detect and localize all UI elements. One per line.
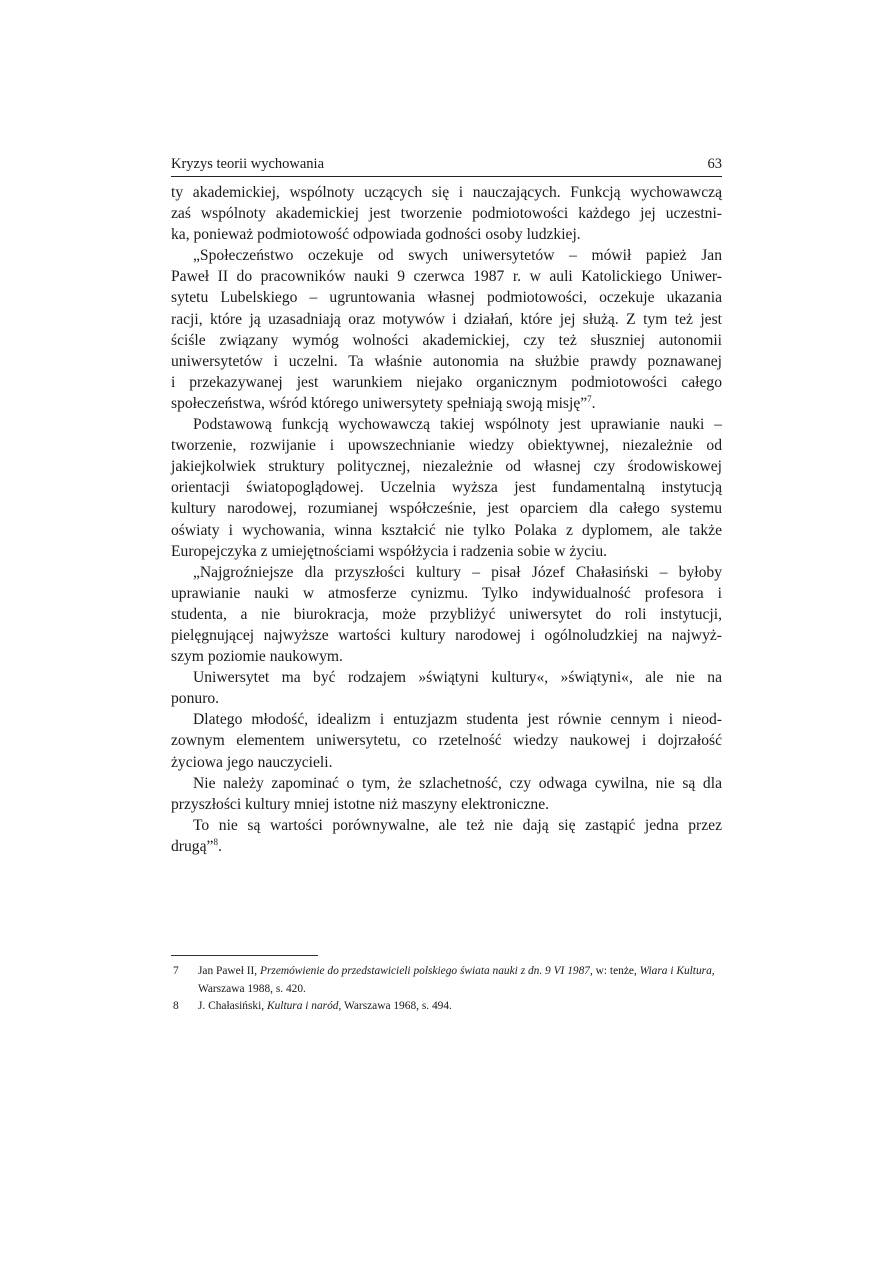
- line-text: ponuro.: [171, 690, 220, 708]
- text-line: [171, 836, 722, 857]
- text-line: [171, 182, 722, 203]
- line-text: szym poziomie naukowym.: [171, 648, 343, 666]
- text-line: [171, 688, 722, 709]
- line-text: racji, które ją uzasadniają oraz motywów i działań, które jej służą. Z tym też jest: [171, 310, 722, 328]
- line-text: ka, ponieważ podmiotowość odpowiada godności osoby ludzkiej.: [171, 226, 581, 244]
- running-title: Kryzys teorii wychowania: [171, 156, 325, 172]
- footnote-reference: 8: [213, 836, 218, 847]
- line-text: jakiejkolwiek struktury politycznej, niezależnie od własnej czy środowiskowej: [171, 458, 722, 476]
- text-line: [171, 266, 722, 287]
- line-text: „Społeczeństwo oczekuje od swych uniwersytetów – mówił papież Jan: [193, 247, 722, 265]
- line-text: Paweł II do pracowników nauki 9 czerwca 1987 r. w auli Katolickiego Uniwer-: [171, 268, 722, 286]
- footnote-number: 7: [173, 965, 179, 977]
- line-text: drugą”: [171, 837, 214, 855]
- text-line: [171, 203, 722, 224]
- punctuation: .: [217, 837, 222, 855]
- text-line: [171, 435, 722, 456]
- text-line: [171, 224, 722, 245]
- line-text: przyszłości kultury mniej istotne niż maszyny elektroniczne.: [171, 795, 550, 813]
- line-text: „Najgroźniejsze dla przyszłości kultury – pisał Józef Chałasiński – byłoby: [193, 563, 722, 581]
- line-text: Dlatego młodość, idealizm i entuzjazm studenta jest równie cennym i nieod-: [193, 711, 722, 729]
- text-line: [171, 773, 722, 794]
- text-line: [171, 583, 722, 604]
- footnote-7: [171, 963, 722, 998]
- line-text: uniwersytetów i uczelni. Ta właśnie autonomia na służbie prawdy poznawanej: [171, 352, 722, 370]
- line-text: tworzenie, rozwijanie i upowszechnianie wiedzy obiektywnej, niezależnie od: [171, 437, 722, 455]
- text-line: [171, 287, 722, 308]
- line-text: Podstawową funkcją wychowawczą takiej wspólnoty jest uprawianie nauki –: [193, 416, 722, 434]
- footnotes: [171, 963, 722, 1016]
- footnote-title: Kultura i naród: [266, 1000, 339, 1012]
- line-text: Europejczyka z umiejętnościami współżycia i radzenia sobie w życiu.: [171, 542, 608, 560]
- text-line: [171, 752, 722, 773]
- text-line: [171, 562, 722, 583]
- text-line: [171, 520, 722, 541]
- footnote-author: Jan Paweł II,: [198, 965, 260, 977]
- line-text: i przekazywanej jest warunkiem niejako organicznym podmiotowości całego: [171, 373, 722, 391]
- line-text: kultury narodowej, rozumianej współcześnie, jest oparciem dla całego systemu: [171, 500, 722, 518]
- line-text: zownym elementem uniwersytetu, co rzetelność wiedzy naukowej i dojrzałość: [171, 732, 722, 750]
- text-line: [171, 541, 722, 562]
- text-line: [171, 372, 722, 393]
- footnote-title: Wiara i Kultura: [639, 965, 712, 977]
- text-line: [171, 646, 722, 667]
- line-text: uprawianie nauki w atmosferze cynizmu. Tylko indywidualność profesora i: [171, 584, 722, 602]
- line-text: Nie należy zapominać o tym, że szlachetność, czy odwaga cywilna, nie są dla: [193, 774, 722, 792]
- line-text: studenta, a nie biurokracja, może przybliżyć uniwersytet do roli instytucji,: [171, 605, 722, 623]
- text-line: [171, 815, 722, 836]
- line-text: życiowa jego nauczycieli.: [171, 753, 333, 771]
- text-line: [171, 625, 722, 646]
- line-text: zaś wspólnoty akademickiej jest tworzenie podmiotowości każdego jej uczestni-: [171, 205, 722, 223]
- text-line: [171, 730, 722, 751]
- footnote-8: [171, 998, 722, 1016]
- main-text: [171, 182, 722, 857]
- line-text: orientacji światopoglądowej. Uczelnia wyższa jest fundamentalną instytucją: [171, 479, 722, 497]
- text-line: [171, 351, 722, 372]
- running-header: [171, 156, 722, 177]
- text-line: [171, 709, 722, 730]
- punctuation: .: [591, 394, 596, 412]
- footnote-divider: [171, 955, 318, 956]
- footnote-author: J. Chałasiński,: [198, 1000, 267, 1012]
- line-text: oświaty i wychowania, winna kształcić nie tylko Polaka z dyplomem, ale także: [171, 521, 722, 539]
- text-line: [171, 604, 722, 625]
- line-text: sytetu Lubelskiego – ugruntowania własnej podmiotowości, oczekuje ukazania: [171, 289, 722, 307]
- text-line: [171, 667, 722, 688]
- text-line: [171, 498, 722, 519]
- text-line: [171, 477, 722, 498]
- line-text: ty akademickiej, wspólnoty uczących się i nauczających. Funkcją wychowawczą: [171, 184, 722, 201]
- text-line: [171, 245, 722, 266]
- footnote-reference: 7: [587, 393, 592, 404]
- footnote-text: , Warszawa 1968, s. 494.: [338, 1000, 452, 1012]
- footnote-text: , w: tenże,: [589, 965, 640, 977]
- text-line: [171, 393, 722, 414]
- line-text: pielęgnującej najwyższe wartości kultury narodowej i ogólnoludzkiej na najwyż-: [171, 626, 722, 644]
- footnote-text: , Warszawa 1988, s. 420.: [198, 965, 715, 995]
- line-text: To nie są wartości porównywalne, ale też nie dają się zastąpić jedna przez: [193, 816, 722, 834]
- footnote-title: Przemówienie do przedstawicieli polskiego świata nauki z dn. 9 VI 1987: [260, 965, 590, 977]
- line-text: ściśle związany wymóg wolności akademickiej, czy też słuszniej autonomii: [171, 331, 722, 349]
- page-number: 63: [707, 156, 722, 172]
- text-line: [171, 309, 722, 330]
- line-text: Uniwersytet ma być rodzajem »świątyni kultury«, »świątyni«, ale nie na: [193, 669, 722, 687]
- text-line: [171, 456, 722, 477]
- text-line: [171, 414, 722, 435]
- text-line: [171, 794, 722, 815]
- text-line: [171, 330, 722, 351]
- line-text: społeczeństwa, wśród którego uniwersytety spełniają swoją misję”: [171, 394, 588, 412]
- footnote-number: 8: [173, 1000, 179, 1012]
